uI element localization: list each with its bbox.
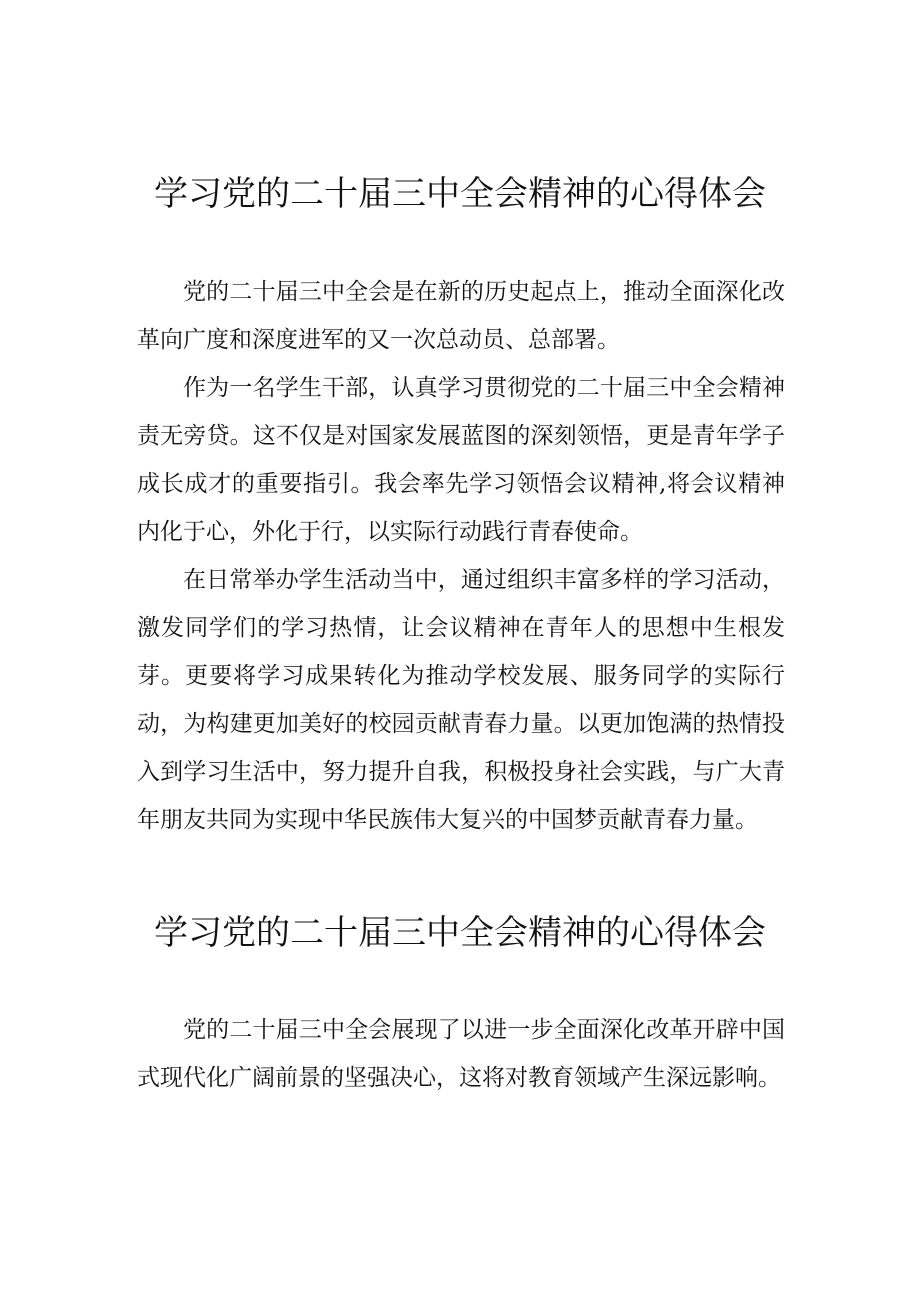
section-title: 学习党的二十届三中全会精神的心得体会	[154, 913, 766, 953]
paragraph: 在日常举办学生活动当中，通过组织丰富多样的学习活动，激发同学们的学习热情，让会议精神在青年人的思想中生根发芽。更要将学习成果转化为推动学校发展、服务同学的实际行动，为构建更加美好的校园贡献青春力量。以更加饱满的热情投入到学习生活中，努力提升自我，积极投身社会实践，与广大青年朋友共同为实现中华民族伟大复兴的中国梦贡献青春力量。	[137, 567, 785, 833]
paragraph: 党的二十届三中全会展现了以进一步全面深化改革开辟中国式现代化广阔前景的坚强决心，这将对教育领域产生深远影响。	[137, 1017, 785, 1091]
section-title: 学习党的二十届三中全会精神的心得体会	[154, 174, 766, 214]
paragraph: 作为一名学生干部，认真学习贯彻党的二十届三中全会精神责无旁贷。这不仅是对国家发展蓝图的深刻领悟，更是青年学子成长成才的重要指引。我会率先学习领悟会议精神,将会议精神内化于心，外化于行，以实际行动践行青春使命。	[137, 375, 785, 545]
paragraph: 党的二十届三中全会是在新的历史起点上，推动全面深化改革向广度和深度进军的又一次总动员、总部署。	[137, 279, 785, 353]
